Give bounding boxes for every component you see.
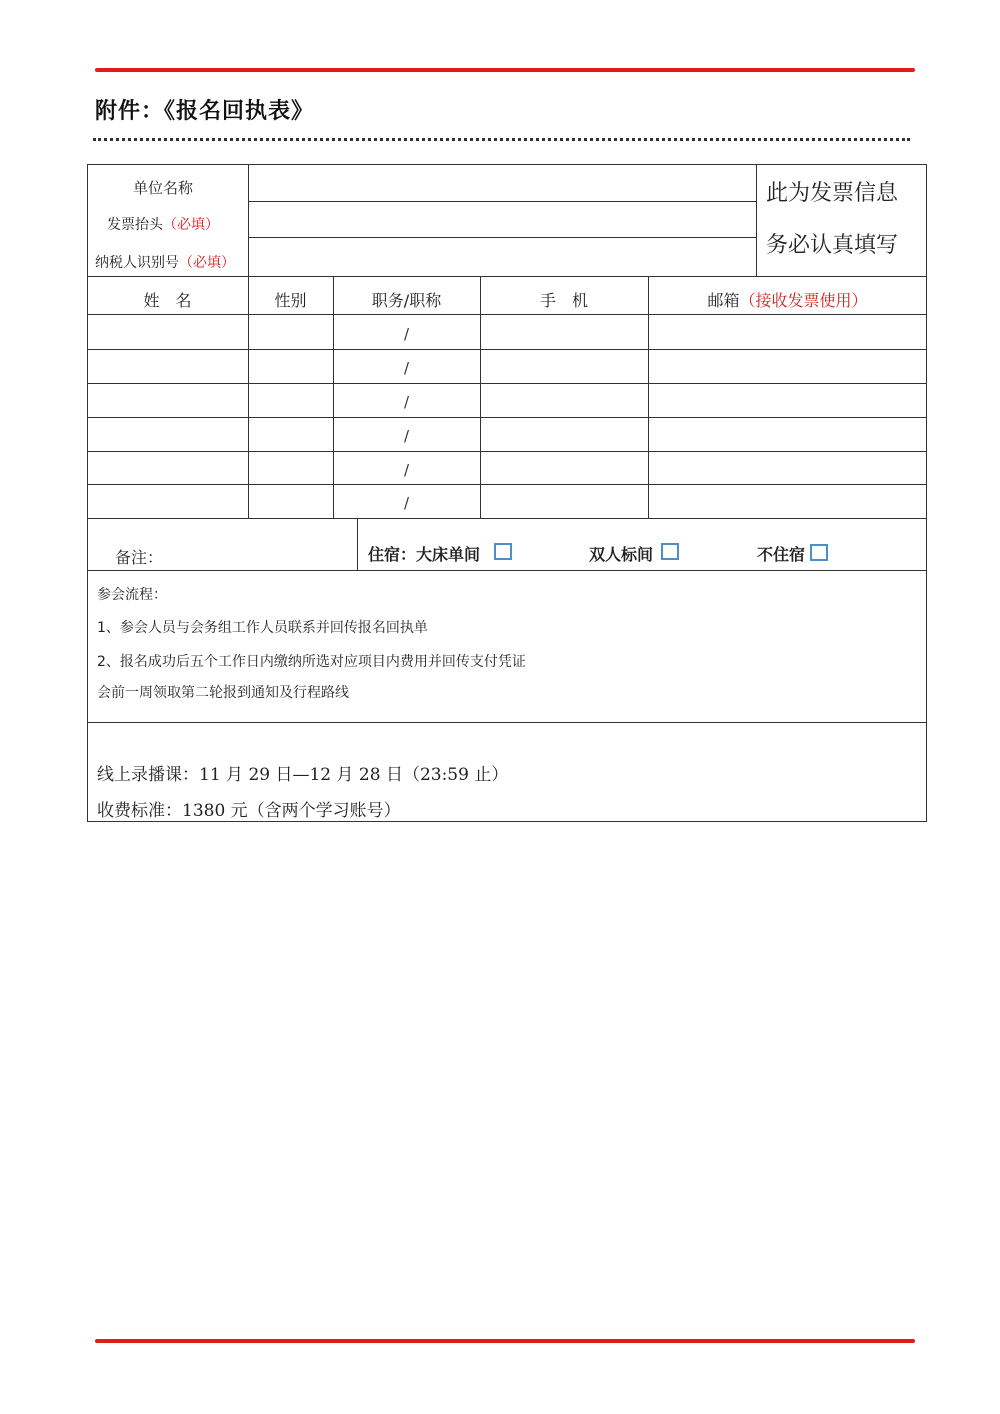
row-line-2 xyxy=(87,383,927,384)
divider-invoice-label xyxy=(248,164,249,276)
divider-invoice-row2 xyxy=(248,237,756,238)
border-bottom xyxy=(87,821,927,822)
dotted-divider xyxy=(93,138,910,141)
lodging-twin-checkbox[interactable] xyxy=(661,543,679,560)
row-line-3 xyxy=(87,417,927,418)
invoice-note-line1: 此为发票信息 xyxy=(766,181,899,206)
col-header-gender: 性别 xyxy=(274,291,307,310)
no-lodging-checkbox[interactable] xyxy=(810,544,828,561)
col-divider-3 xyxy=(480,276,481,518)
border-left xyxy=(87,164,88,822)
invoice-note-line2: 务必认真填写 xyxy=(766,233,899,258)
process-step-1: 1、参会人员与会务组工作人员联系并回传报名回执单 xyxy=(97,620,428,636)
lodging-king-checkbox[interactable] xyxy=(494,543,512,560)
divider-invoice-note xyxy=(756,164,757,276)
col-divider-2 xyxy=(333,276,334,518)
remarks-label: 备注： xyxy=(115,548,164,567)
lodging-king-label: 住宿：大床单间 xyxy=(368,545,481,564)
tax-id-required: （必填） xyxy=(179,255,235,271)
no-lodging-label: 不住宿 xyxy=(757,545,806,564)
row-line-5 xyxy=(87,484,927,485)
col-divider-1 xyxy=(248,276,249,518)
table-row-slash: / xyxy=(404,494,410,512)
email-note: （接收发票使用） xyxy=(739,291,868,310)
row-line-0 xyxy=(87,314,927,315)
fee-label: 收费标准：1380 元（含两个学习账号） xyxy=(97,801,401,821)
process-end xyxy=(87,722,927,723)
top-red-rule xyxy=(95,68,915,72)
process-step-3: 会前一周领取第二轮报到通知及行程路线 xyxy=(97,685,349,701)
remarks-row-end xyxy=(87,570,927,571)
online-course-label: 线上录播课：11 月 29 日—12 月 28 日（23:59 止） xyxy=(97,765,509,785)
border-right xyxy=(926,164,927,822)
col-divider-4 xyxy=(648,276,649,518)
border-top xyxy=(87,164,927,165)
col-header-position: 职务/职称 xyxy=(371,291,442,310)
tax-id-label: 纳税人识别号（必填） xyxy=(95,255,235,271)
unit-name-label: 单位名称 xyxy=(133,179,194,197)
registration-form xyxy=(87,164,927,822)
row-line-1 xyxy=(87,349,927,350)
divider-invoice-end xyxy=(87,276,927,277)
table-row-slash: / xyxy=(404,427,410,445)
row-line-4 xyxy=(87,451,927,452)
table-row-slash: / xyxy=(404,359,410,377)
process-step-2: 2、报名成功后五个工作日内缴纳所选对应项目内费用并回传支付凭证 xyxy=(97,654,526,670)
col-header-mobile: 手 机 xyxy=(539,291,588,310)
row-line-6 xyxy=(87,518,927,519)
table-row-slash: / xyxy=(404,393,410,411)
lodging-twin-label: 双人标间 xyxy=(589,545,654,564)
col-header-name: 姓 名 xyxy=(143,291,192,310)
process-title: 参会流程： xyxy=(97,587,167,603)
divider-invoice-row1 xyxy=(248,201,756,202)
table-row-slash: / xyxy=(404,325,410,343)
bottom-red-rule xyxy=(95,1339,915,1343)
table-row-slash: / xyxy=(404,461,410,479)
document-title: 附件：《报名回执表》 xyxy=(95,99,315,124)
remarks-divider xyxy=(357,518,358,571)
invoice-header-required: （必填） xyxy=(163,217,219,233)
invoice-header-label: 发票抬头（必填） xyxy=(107,217,219,233)
col-header-email: 邮箱（接收发票使用） xyxy=(707,291,868,310)
